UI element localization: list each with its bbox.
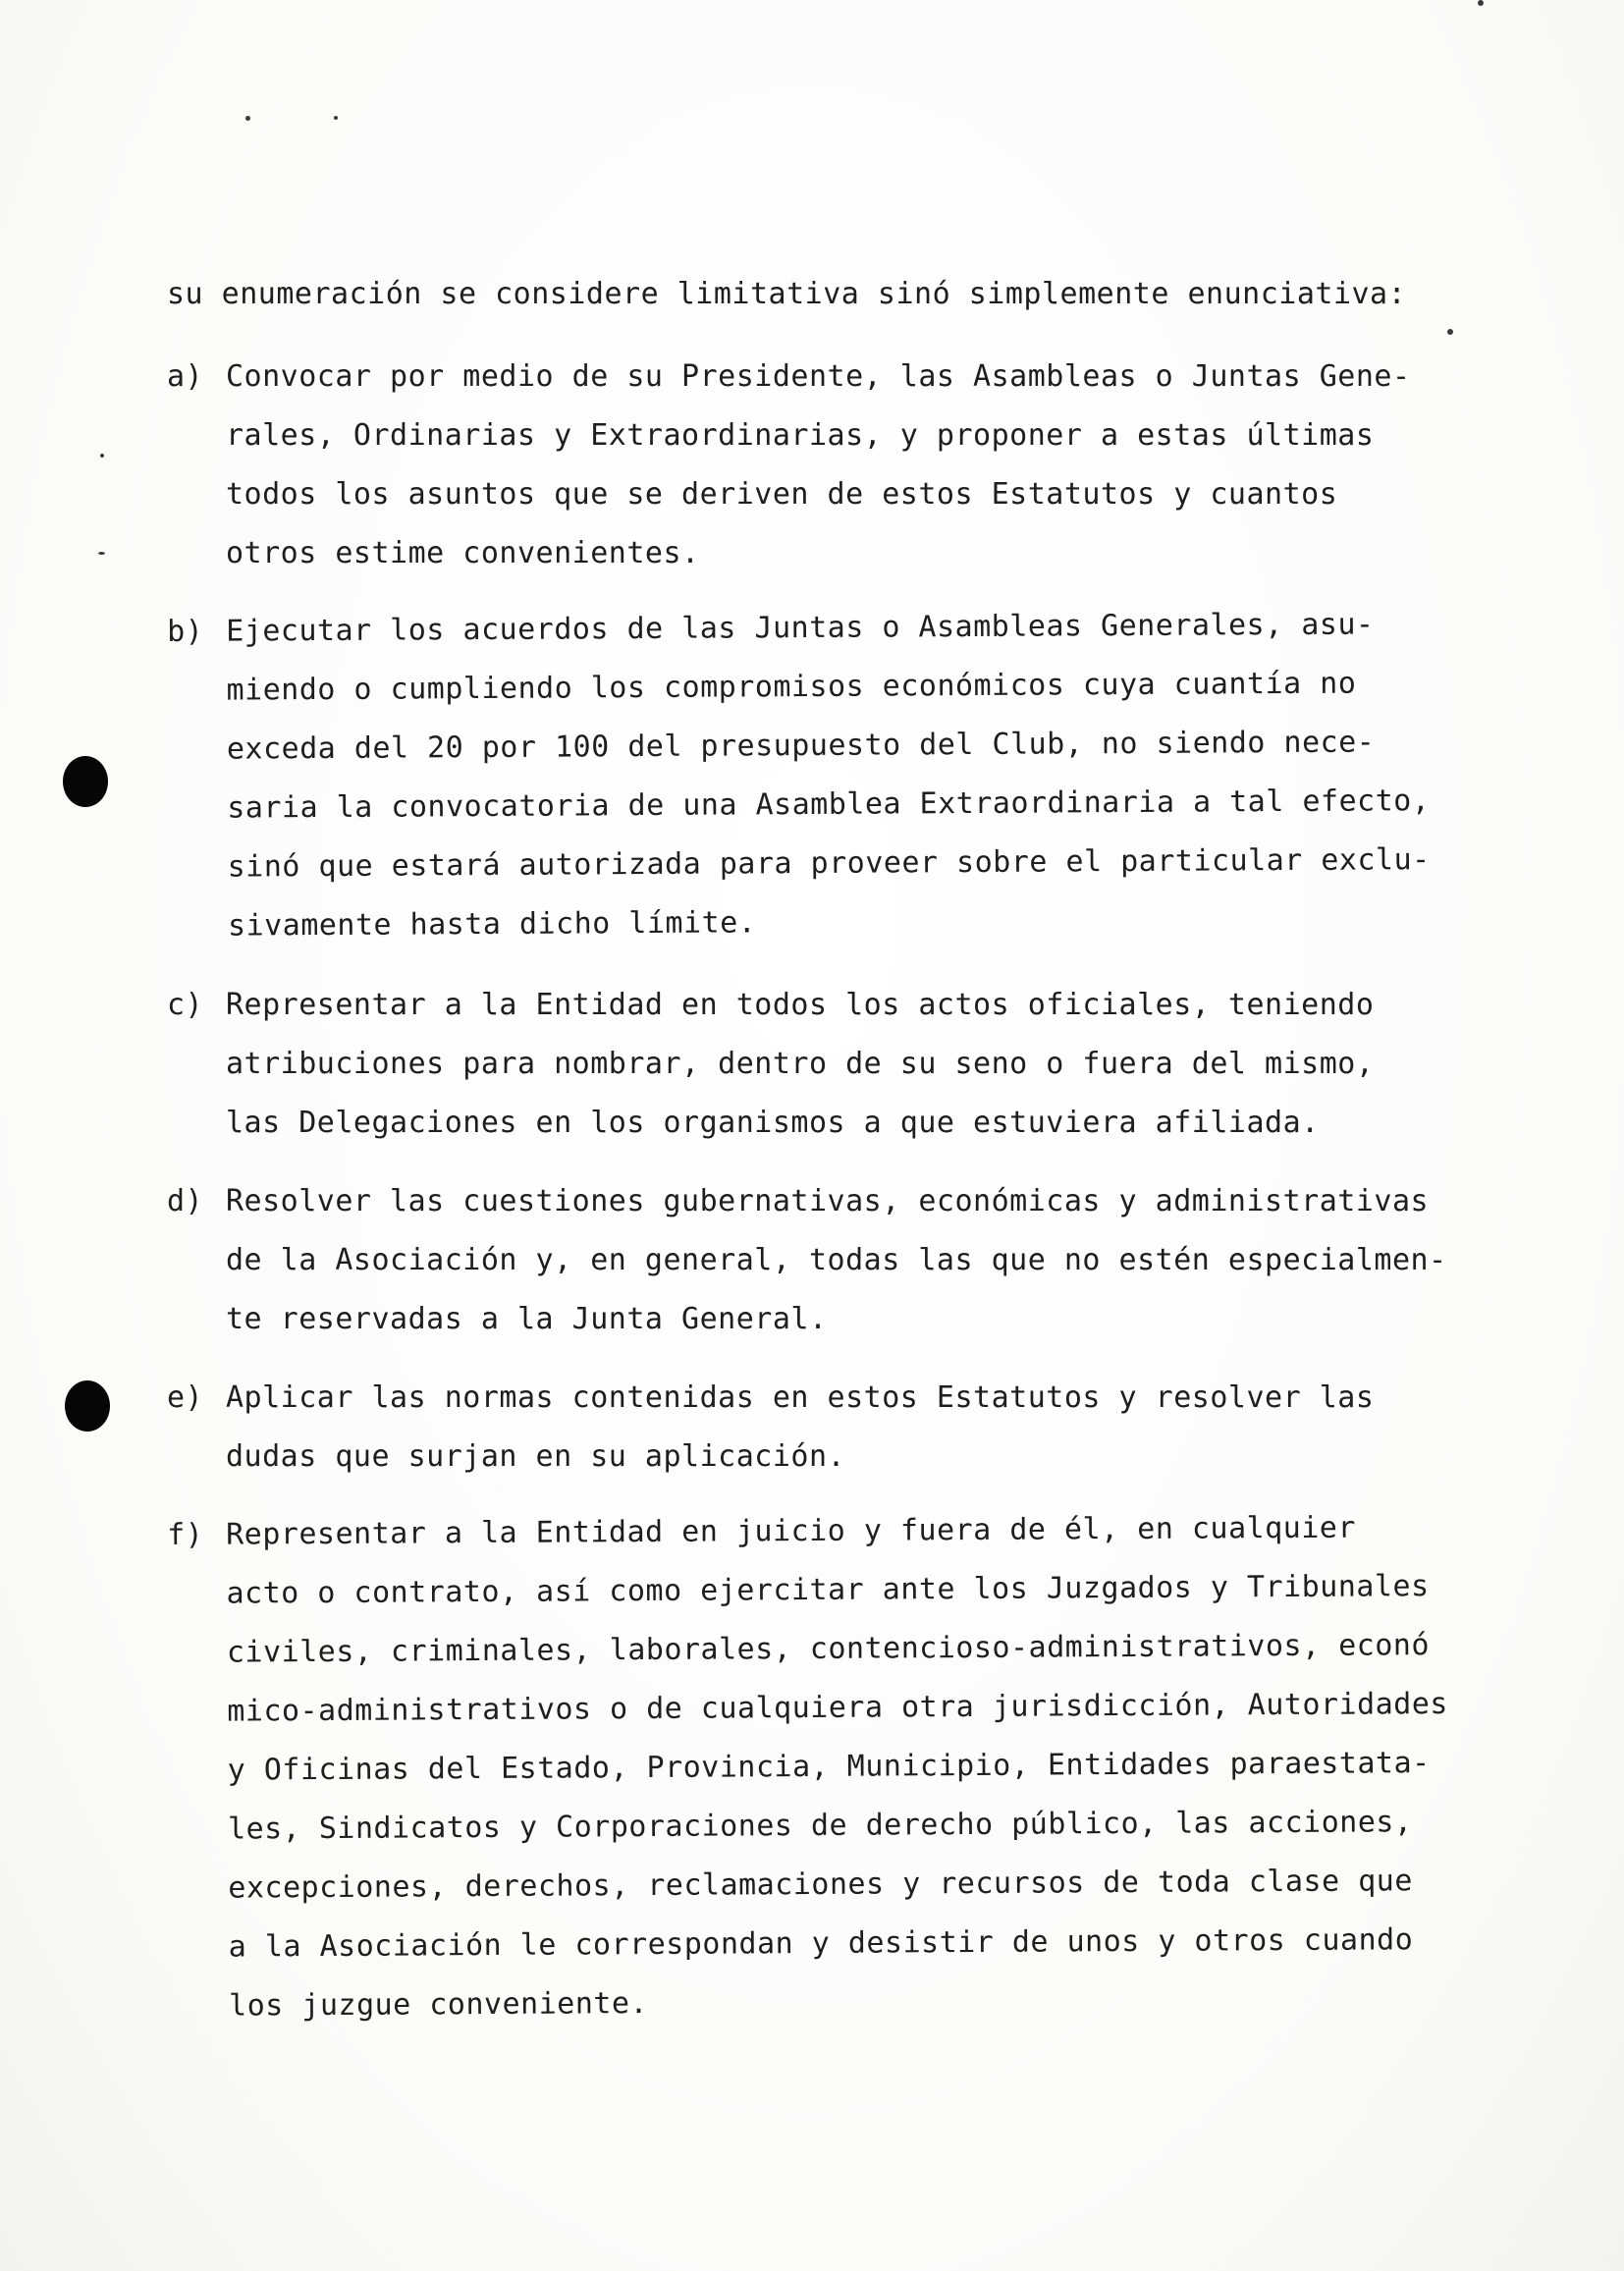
item-marker: e) — [167, 1380, 204, 1415]
item-text — [226, 348, 1581, 583]
list-item-e — [167, 1369, 1581, 1487]
speck — [100, 454, 104, 458]
punch-hole-top — [63, 756, 108, 807]
text-line: Ejecutar los acuerdos de las Juntas o Asambleas Generales, asu- — [226, 607, 1375, 649]
item-text — [226, 1369, 1581, 1487]
text-line: otros estime convenientes. — [226, 536, 700, 570]
text-line: Resolver las cuestiones gubernativas, económicas y administrativas — [226, 1184, 1430, 1218]
text-line: Representar a la Entidad en todos los actos oficiales, teniendo — [226, 988, 1375, 1022]
item-marker: f) — [167, 1517, 204, 1552]
list-item-d — [167, 1172, 1581, 1349]
text-line: les, Sindicatos y Corporaciones de derecho público, las acciones, — [227, 1805, 1413, 1847]
document-body — [167, 265, 1581, 2056]
text-line: excepciones, derechos, reclamaciones y recursos de toda clase que — [228, 1864, 1413, 1906]
speck — [1478, 0, 1484, 6]
text-line: Representar a la Entidad en juicio y fuera de él, en cualquier — [226, 1510, 1357, 1552]
text-line: sivamente hasta dicho límite. — [227, 905, 757, 944]
text-line: exceda del 20 por 100 del presupuesto del Club, no siendo nece- — [226, 725, 1376, 767]
item-marker: a) — [167, 359, 204, 394]
speck — [334, 116, 338, 120]
punch-hole-bottom — [65, 1380, 110, 1432]
text-line: mico-administrativos o de cualquiera otra jurisdicción, Autoridades — [227, 1687, 1448, 1729]
speck — [98, 552, 105, 555]
text-line: acto o contrato, así como ejercitar ante los Juzgados y Tribunales — [226, 1569, 1430, 1611]
text-line: a la Asociación le correspondan y desistir de unos y otros cuando — [228, 1922, 1414, 1965]
item-text — [226, 1172, 1581, 1349]
text-line: miendo o cumpliendo los compromisos económicos cuya cuantía no — [226, 666, 1357, 708]
text-line: de la Asociación y, en general, todas las que no estén especialmen- — [226, 1243, 1447, 1277]
text-line: te reservadas a la Junta General. — [226, 1302, 828, 1336]
text-line: Convocar por medio de su Presidente, las Asambleas o Juntas Gene- — [226, 359, 1411, 394]
list-item-b — [167, 594, 1583, 956]
text-line: sinó que estará autorizada para proveer sobre el particular exclu- — [227, 842, 1431, 885]
text-line: dudas que surjan en su aplicación. — [226, 1439, 846, 1474]
text-line: Aplicar las normas contenidas en estos Estatutos y resolver las — [226, 1380, 1375, 1415]
text-line: los juzgue conveniente. — [229, 1986, 649, 2024]
item-marker: c) — [167, 988, 204, 1022]
text-line: civiles, criminales, laborales, contencioso-administrativos, econó — [226, 1628, 1431, 1670]
list-item-a — [167, 348, 1581, 583]
item-text — [226, 594, 1583, 955]
speck — [245, 116, 250, 121]
text-line: y Oficinas del Estado, Provincia, Municipio, Entidades paraestata- — [227, 1746, 1431, 1788]
item-text — [226, 1497, 1584, 2035]
item-marker: d) — [167, 1184, 204, 1218]
intro-line: su enumeración se considere limitativa sinó simplemente enunciativa: — [167, 277, 1407, 311]
item-text — [226, 976, 1581, 1153]
item-marker: b) — [167, 614, 204, 649]
list-item-f — [167, 1497, 1584, 2036]
text-line: rales, Ordinarias y Extraordinarias, y proponer a estas últimas — [226, 418, 1375, 453]
text-line: atribuciones para nombrar, dentro de su seno o fuera del mismo, — [226, 1047, 1375, 1081]
list-item-c — [167, 976, 1581, 1153]
text-line: todos los asuntos que se deriven de estos Estatutos y cuantos — [226, 477, 1338, 512]
text-line: las Delegaciones en los organismos a que estuviera afiliada. — [226, 1106, 1320, 1140]
text-line: saria la convocatoria de una Asamblea Extraordinaria a tal efecto, — [227, 784, 1431, 826]
